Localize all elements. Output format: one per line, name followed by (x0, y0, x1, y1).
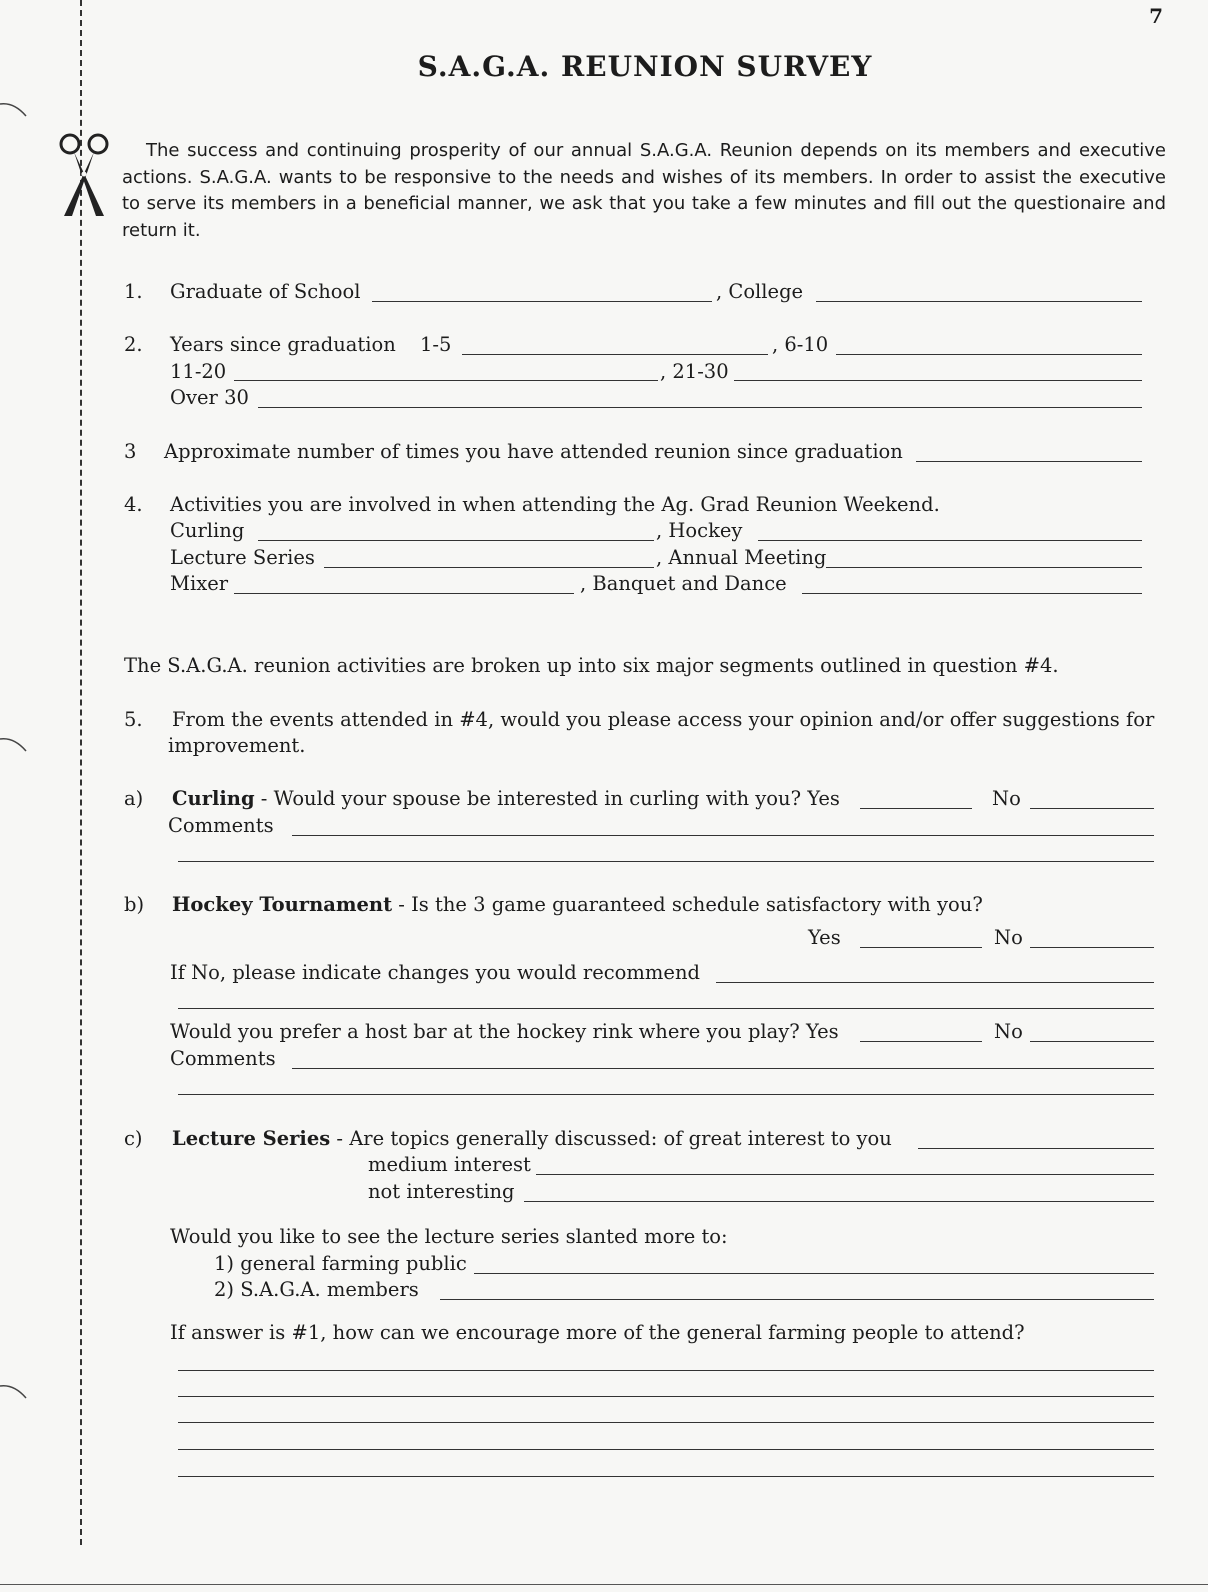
sub-label-c: c) (124, 1127, 143, 1150)
hockey-comments-label: Comments (170, 1047, 276, 1070)
school-label: Graduate of School (170, 280, 361, 303)
banquet-label: , Banquet and Dance (580, 572, 787, 595)
range-6-10-field[interactable] (836, 354, 1142, 355)
annual-meeting-field[interactable] (826, 567, 1142, 568)
not-interesting-label: not interesting (368, 1180, 515, 1203)
range-21-30-field[interactable] (734, 380, 1142, 381)
encourage-question: If answer is #1, how can we encourage more of the general farming people to attend? (170, 1321, 1025, 1344)
sub-label-a: a) (124, 787, 144, 810)
lecture-question-text: - Are topics generally discussed: of great interest to you (330, 1127, 892, 1150)
fold-mark (0, 735, 30, 755)
attendance-field[interactable] (916, 461, 1142, 462)
hockey-yes-field[interactable] (860, 947, 982, 948)
curling-field[interactable] (258, 540, 654, 541)
hockey-heading: Hockey Tournament (172, 893, 393, 916)
curling-question (172, 787, 840, 811)
mixer-field[interactable] (234, 593, 574, 594)
host-bar-yes-field[interactable] (860, 1041, 982, 1042)
question-number: 5. (124, 708, 143, 731)
mixer-label: Mixer (170, 572, 229, 595)
over-30-label: Over 30 (170, 386, 249, 409)
cut-line (80, 0, 82, 1545)
lecture-series-label: Lecture Series (170, 546, 315, 569)
lecture-series-field[interactable] (324, 567, 654, 568)
host-bar-question: Would you prefer a host bar at the hockey rink where you play? Yes (170, 1020, 839, 1043)
encourage-answer-line[interactable] (178, 1449, 1154, 1450)
lecture-question (172, 1127, 892, 1151)
encourage-answer-line[interactable] (178, 1396, 1154, 1397)
saga-members-field[interactable] (440, 1299, 1154, 1300)
curling-yes-field[interactable] (860, 808, 972, 809)
intro-paragraph: The success and continuing prosperity of our annual S.A.G.A. Reunion depends on its members and executive actions. S.A.G.A. wants to be responsive to the needs and wishes of its members. In order to assist the executive to serve its members in a beneficial manner, we ask that you take a few minutes and fill out the questionaire and return it. (122, 140, 1166, 241)
hockey-comments-field-2[interactable] (178, 1094, 1154, 1095)
medium-interest-label: medium interest (368, 1153, 531, 1176)
hockey-comments-field[interactable] (292, 1068, 1154, 1069)
range-1-5-label: 1-5 (420, 333, 452, 356)
hockey-changes-field[interactable] (716, 982, 1154, 983)
range-21-30-label: , 21-30 (660, 360, 729, 383)
curling-comments-field-2[interactable] (178, 861, 1154, 862)
sub-label-b: b) (124, 893, 145, 916)
hockey-no-field[interactable] (1030, 947, 1154, 948)
college-label: , College (716, 280, 804, 303)
curling-comments-field[interactable] (292, 835, 1154, 836)
option-general-public: 1) general farming public (214, 1252, 467, 1275)
range-1-5-field[interactable] (462, 354, 768, 355)
slanted-question: Would you like to see the lecture series slanted more to: (170, 1225, 728, 1248)
years-label: Years since graduation (170, 333, 396, 356)
encourage-answer-line[interactable] (178, 1370, 1154, 1371)
attendance-label: Approximate number of times you have attended reunion since graduation (164, 440, 903, 463)
hockey-question (172, 893, 983, 917)
school-field[interactable] (372, 301, 712, 302)
fold-mark (0, 100, 30, 120)
hockey-changes-label: If No, please indicate changes you would recommend (170, 961, 700, 984)
general-public-field[interactable] (474, 1273, 1154, 1274)
curling-label: Curling (170, 519, 245, 542)
question-number: 1. (124, 280, 143, 303)
college-field[interactable] (816, 301, 1142, 302)
opinion-text: From the events attended in #4, would you please access your opinion and/or offer suggestions for (172, 708, 1155, 731)
scissors-icon (52, 130, 116, 220)
segments-note: The S.A.G.A. reunion activities are broken up into six major segments outlined in question #4. (124, 654, 1059, 677)
fold-mark (0, 1382, 30, 1402)
curling-question-text: - Would your spouse be interested in curling with you? Yes (254, 787, 840, 810)
hockey-changes-field-2[interactable] (178, 1008, 1154, 1009)
curling-comments-label: Comments (168, 814, 274, 837)
curling-heading: Curling (172, 787, 255, 810)
great-interest-field[interactable] (918, 1148, 1154, 1149)
over-30-field[interactable] (258, 407, 1142, 408)
opinion-text-2: improvement. (168, 734, 306, 757)
medium-interest-field[interactable] (536, 1174, 1154, 1175)
activities-label: Activities you are involved in when attending the Ag. Grad Reunion Weekend. (170, 493, 940, 516)
bottom-rule (0, 1584, 1208, 1585)
range-6-10-label: , 6-10 (772, 333, 829, 356)
question-number: 3 (124, 440, 137, 463)
not-interesting-field[interactable] (524, 1201, 1154, 1202)
question-number: 2. (124, 333, 143, 356)
range-11-20-label: 11-20 (170, 360, 227, 383)
annual-meeting-label: , Annual Meeting (656, 546, 827, 569)
hockey-question-text: - Is the 3 game guaranteed schedule satisfactory with you? (392, 893, 983, 916)
range-11-20-field[interactable] (234, 380, 658, 381)
hockey-no-label: No (994, 926, 1023, 949)
banquet-field[interactable] (802, 593, 1142, 594)
encourage-answer-line[interactable] (178, 1422, 1154, 1423)
lecture-heading: Lecture Series (172, 1127, 331, 1150)
encourage-answer-line[interactable] (178, 1476, 1154, 1477)
host-bar-no-field[interactable] (1030, 1041, 1154, 1042)
hockey-field[interactable] (758, 540, 1142, 541)
hockey-label: , Hockey (656, 519, 743, 542)
curling-no-label: No (992, 787, 1021, 810)
curling-no-field[interactable] (1030, 808, 1154, 809)
host-bar-no-label: No (994, 1020, 1023, 1043)
question-number: 4. (124, 493, 143, 516)
page-number: 7 (1149, 4, 1163, 28)
survey-title: S.A.G.A. REUNION SURVEY (417, 50, 873, 83)
hockey-yes-label: Yes (808, 926, 841, 949)
option-saga-members: 2) S.A.G.A. members (214, 1278, 419, 1301)
